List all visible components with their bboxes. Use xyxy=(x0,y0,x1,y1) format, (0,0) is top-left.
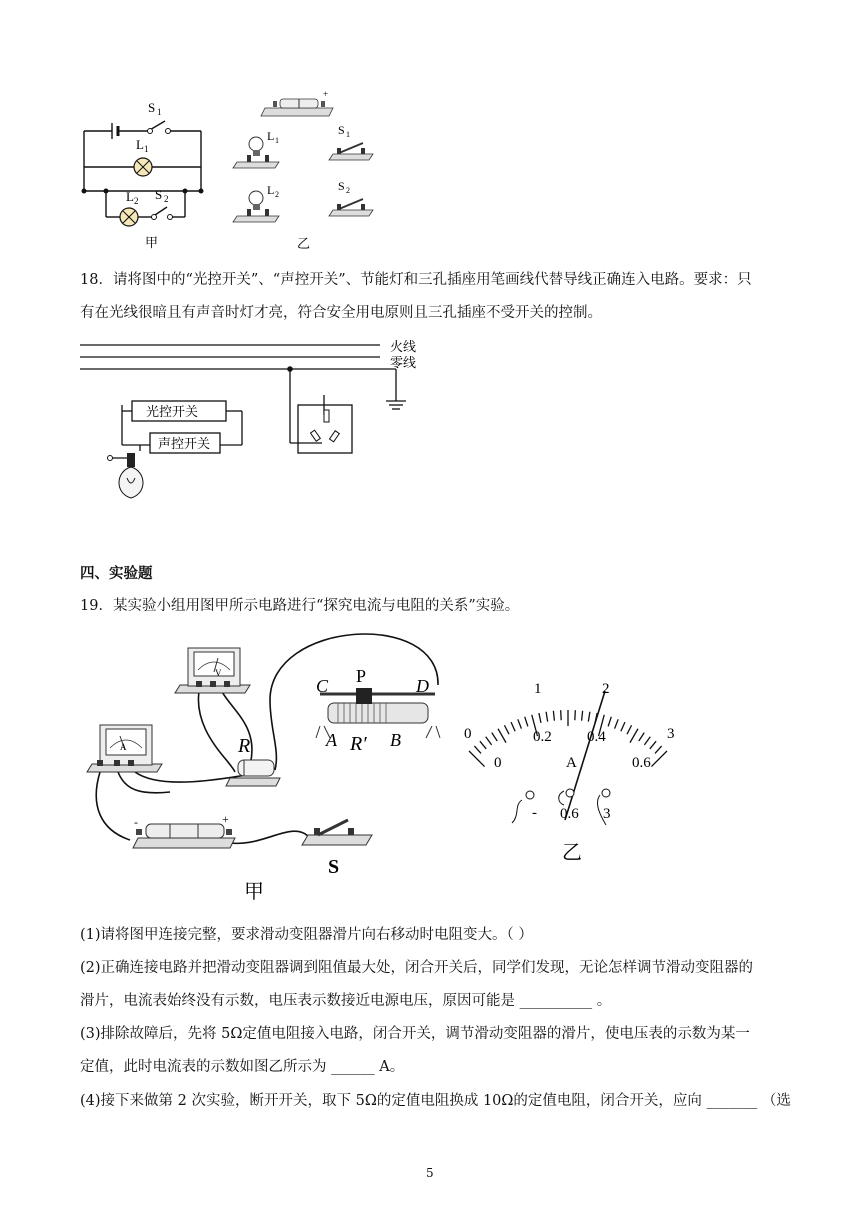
lamp-l2-icon xyxy=(120,208,138,226)
dial-tick xyxy=(655,746,662,753)
q18-wiring-figure xyxy=(80,333,430,513)
light-switch-label: 光控开关 xyxy=(146,404,199,419)
dial-tick xyxy=(651,751,667,767)
terminal-3: 3 xyxy=(603,806,611,822)
battery-minus: - xyxy=(134,815,138,829)
dial-bottom-0-2: 0.2 xyxy=(533,729,552,745)
label-l1-sub: 1 xyxy=(144,144,149,154)
q19-part2-line2: 滑片，电流表始终没有示数，电压表示数接近电源电压，原因可能是 __________ 。 xyxy=(80,993,612,1009)
dial-tick xyxy=(492,733,497,741)
q19-part4: (4)接下来做第 2 次实验，断开开关，取下 5Ω的定值电阻换成 10Ω的定值电阻，闭合开关，应向 _______ （选 xyxy=(80,1093,791,1109)
switch-s-icon xyxy=(302,820,372,845)
ammeter-icon xyxy=(87,725,162,772)
q19-circuit-jia xyxy=(80,630,460,905)
switch-s1-icon xyxy=(329,143,373,160)
battery-plus: + xyxy=(323,89,329,99)
dial-tick xyxy=(630,729,638,743)
q18-line2: 有在光线很暗且有声音时灯才亮，符合安全用电原则且三孔插座不受开关的控制。 xyxy=(80,305,602,321)
voltmeter-icon xyxy=(175,648,250,693)
dial-tick xyxy=(644,737,650,745)
fig17-components-yi xyxy=(225,88,385,258)
terminal-minus: - xyxy=(532,805,537,821)
fig17-circuit-jia xyxy=(70,95,220,255)
label-a: A xyxy=(326,730,337,750)
dial-tick xyxy=(621,722,625,731)
caption-jia-19: 甲 xyxy=(244,881,264,903)
yi-label-s1: S xyxy=(338,123,345,137)
dial-tick xyxy=(575,710,576,720)
caption-yi-19: 乙 xyxy=(562,842,582,864)
dial-bottom-0-6: 0.6 xyxy=(632,755,651,771)
dial-top-2: 2 xyxy=(602,681,610,697)
label-s2-sub: 2 xyxy=(164,194,169,204)
dial-tick xyxy=(639,733,644,741)
label-b: B xyxy=(390,730,401,750)
dial-tick xyxy=(608,717,611,727)
dial-tick xyxy=(511,722,515,731)
dial-unit: A xyxy=(566,755,577,771)
section-heading: 四、实验题 xyxy=(80,565,153,582)
dial-tick xyxy=(546,712,548,722)
battery-pack-icon xyxy=(133,824,235,848)
dial-tick xyxy=(539,713,541,723)
dial-tick xyxy=(474,746,481,753)
dial-tick xyxy=(486,737,492,745)
yi-label-l1-sub: 1 xyxy=(275,136,279,145)
yi-label-l1: L xyxy=(267,129,275,143)
dial-tick xyxy=(480,741,486,749)
dial-tick xyxy=(588,712,590,722)
label-s1: S xyxy=(148,100,156,115)
lamp-l1-icon xyxy=(134,158,152,176)
label-l2: L xyxy=(126,189,134,204)
q19-part3-line2: 定值，此时电流表的示数如图乙所示为 ______ A。 xyxy=(80,1059,405,1075)
q19-part1: (1)请将图甲连接完整，要求滑动变阻器滑片向右移动时电阻变大。（ ） xyxy=(80,927,533,943)
ammeter-letter: A xyxy=(120,742,127,752)
battery-plus-sign: + xyxy=(222,812,229,826)
q19-part2-line1: (2)正确连接电路并把滑动变阻器调到阻值最大处，闭合开关后，同学们发现，无论怎样调节滑动变阻器的 xyxy=(80,960,754,976)
dial-tick xyxy=(469,751,485,767)
q19-intro: 19．某实验小组用图甲所示电路进行“探究电流与电阻的关系”实验。 xyxy=(80,598,520,614)
dial-tick xyxy=(498,729,506,743)
dial-top-1: 1 xyxy=(534,681,542,697)
caption-yi: 乙 xyxy=(297,236,311,251)
q19-part3-line1: (3)排除故障后，先将 5Ω定值电阻接入电路，闭合开关，调节滑动变阻器的滑片，使电压表的示数为某一 xyxy=(80,1026,750,1042)
dial-tick xyxy=(615,719,619,728)
dial-tick xyxy=(504,725,509,734)
dial-tick xyxy=(553,711,554,721)
label-l2-sub: 2 xyxy=(134,196,139,206)
label-s: S xyxy=(328,856,340,878)
dial-bottom-0: 0 xyxy=(494,755,502,771)
yi-label-s2-sub: 2 xyxy=(346,186,350,195)
dial-tick xyxy=(627,725,632,734)
label-p: P xyxy=(356,666,367,686)
label-d: D xyxy=(416,676,429,696)
dial-top-3: 3 xyxy=(667,726,675,742)
page-number: 5 xyxy=(426,1166,434,1180)
dial-top-0: 0 xyxy=(464,726,472,742)
q19-ammeter-dial-yi xyxy=(460,675,690,875)
label-s2: S xyxy=(155,187,163,202)
yi-label-l2: L xyxy=(267,183,275,197)
dial-bottom-0-4: 0.4 xyxy=(587,729,606,745)
label-r: R xyxy=(238,735,251,757)
dial-tick xyxy=(650,741,656,749)
dial-tick xyxy=(561,710,562,720)
yi-label-s1-sub: 1 xyxy=(346,130,350,139)
energy-saving-bulb-icon xyxy=(108,453,144,498)
label-rprime: R′ xyxy=(350,733,367,755)
q18-line1: 18．请将图中的“光控开关”、“声控开关”、节能灯和三孔插座用笔画线代替导线正确连入电路。要求：只 xyxy=(80,272,752,288)
dial-tick xyxy=(518,719,522,728)
voltmeter-letter: V xyxy=(215,668,222,678)
label-l1: L xyxy=(136,137,144,152)
resistor-r-icon xyxy=(226,760,280,786)
dial-tick xyxy=(582,711,583,721)
terminal-0-6: 0.6 xyxy=(560,806,579,822)
yi-label-l2-sub: 2 xyxy=(275,190,279,199)
dial-tick xyxy=(525,717,528,727)
fire-line-label: 火线 xyxy=(390,339,417,354)
caption-jia: 甲 xyxy=(145,235,159,250)
label-c: C xyxy=(316,676,329,696)
zero-line-label: 零线 xyxy=(390,355,417,370)
yi-label-s2: S xyxy=(338,179,345,193)
switch-s2-icon xyxy=(329,199,373,216)
sound-switch-label: 声控开关 xyxy=(158,436,211,451)
label-s1-sub: 1 xyxy=(157,107,162,117)
battery-icon xyxy=(261,89,333,116)
